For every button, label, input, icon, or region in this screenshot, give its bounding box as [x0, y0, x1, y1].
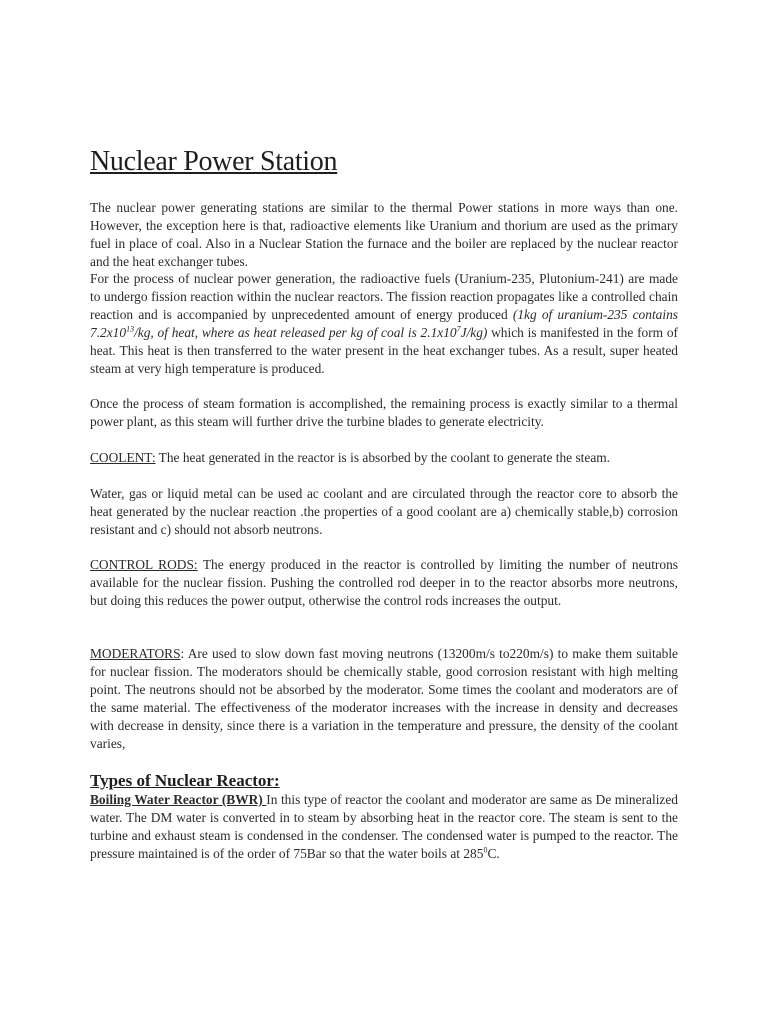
- control-rods-text: The energy produced in the reactor is controlled by limiting the number of neutrons available for the nuclear fission. Pushing the controlled rod deeper in to the reactor absorbs more neutrons, but doing this reduces the power output, otherwise the control rods increases the output.: [90, 557, 678, 608]
- moderators-colon: :: [180, 646, 185, 661]
- coolant-heading: COOLENT:: [90, 450, 156, 465]
- bwr-text: In this type of reactor the coolant and moderator are same as De mineralized water. The DM water is converted in to steam by absorbing heat in the reactor core. The steam is sent to the turbine and exhaust steam is condensed in the condenser. The condensed water is pumped to the reactor. The pressure maintained is of the order of 75Bar so that the water boils at 285: [90, 792, 678, 861]
- intro-p2-sup-a: 13: [126, 324, 135, 334]
- coolant-text-2: Water, gas or liquid metal can be used ac coolant and are circulated through the reactor core to absorb the heat generated by the nuclear reaction .the properties of a good coolant are a) chemically stable,b) corrosion resistant and c) should not absorb neutrons.: [90, 486, 678, 537]
- coolant-paragraph-2: [90, 485, 678, 539]
- moderators-heading: MODERATORS: [90, 646, 181, 661]
- bwr-paragraph: [90, 791, 678, 863]
- intro-p2-end: which is manifested in the form of heat. This heat is then transferred to the water present in the heat exchanger tubes. As a result, super heated steam at very high temperature is produced.: [90, 324, 679, 376]
- intro-p1-text: The nuclear power generating stations are similar to the thermal Power stations in more ways than one. However, the exception here is that, radioactive elements like Uranium and thorium are used as the primary fuel in place of coal. Also in a Nuclear Station the furnace and the boiler are replaced by the nuclear reactor and the heat exchanger tubes.: [90, 200, 678, 269]
- bwr-end: C.: [487, 845, 500, 861]
- bwr-heading: Boiling Water Reactor (BWR): [90, 792, 267, 807]
- moderators-text: Are used to slow down fast moving neutrons (13200m/s to220m/s) to make them suitable for nuclear fission. The moderators should be chemically stable, good corrosion resistant with high melting point. The neutrons should not be absorbed by the moderator. Some times the coolant and moderators are of the same material. The effectiveness of the moderator increases with the increase in density and decreases with decrease in density, since there is a variation in the temperature and pressure, the density of the coolant varies,: [90, 646, 678, 751]
- intro-paragraph-2: [90, 270, 678, 377]
- control-rods-heading: CONTROL RODS:: [90, 557, 198, 572]
- intro-paragraph-1: [90, 199, 678, 271]
- control-rods-paragraph: [90, 556, 678, 610]
- intro-p2-sup-b: 7: [456, 324, 461, 334]
- intro-paragraph-3: [90, 395, 678, 431]
- coolant-text-1: The heat generated in the reactor is is absorbed by the coolant to generate the steam.: [155, 450, 611, 465]
- intro-p2-ital-b: /kg, of heat, where as heat released per kg of coal is 2.1x10: [134, 324, 457, 340]
- intro-p2-start: For the process of nuclear power generation, the radioactive fuels (Uranium-235, Plutonium-241) are made to undergo fission reaction within the nuclear reactors. The fission reaction propagates like a controlled chain reaction and is accompanied by unprecedented amount of energy produced: [90, 271, 678, 322]
- page-title: Nuclear Power Station: [90, 146, 338, 177]
- coolant-paragraph-1: [90, 449, 678, 467]
- moderators-paragraph: [90, 645, 678, 752]
- types-heading: Types of Nuclear Reactor:: [90, 771, 280, 790]
- intro-p2-ital-a: (1kg of uranium-235 contains 7.2x10: [90, 306, 678, 340]
- bwr-degree-sup: 0: [483, 845, 488, 855]
- intro-p2-ital-c: J/kg): [460, 324, 488, 340]
- intro-p3-text: Once the process of steam formation is accomplished, the remaining process is exactly similar to a thermal power plant, as this steam will further drive the turbine blades to generate electricity.: [90, 396, 678, 429]
